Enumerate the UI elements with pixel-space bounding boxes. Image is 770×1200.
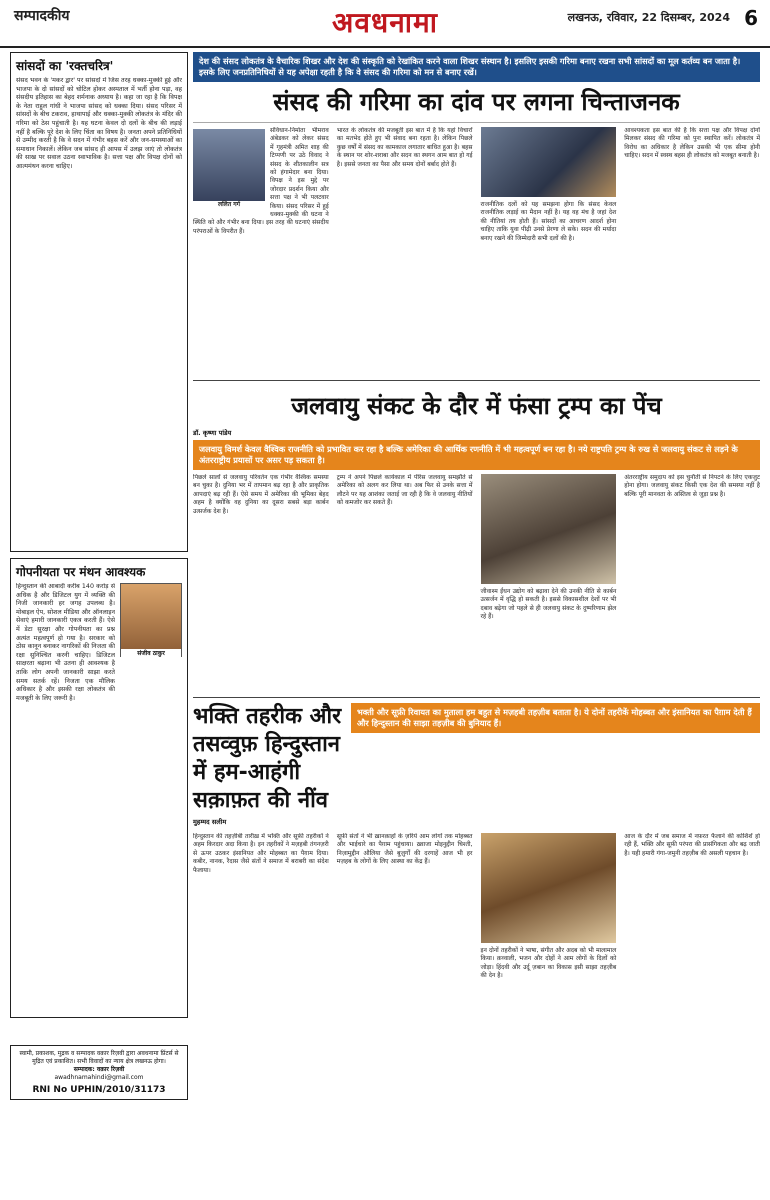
left-editorial-title: सांसदों का 'रक्तचरित्र' — [16, 59, 114, 73]
story2-col-2: ट्रम्प ने अपने पिछले कार्यकाल में पेरिस जलवायु समझौते से अमेरिका को अलग कर लिया था। अब फिर से उनके सत्ता में लौटने पर यह आशंका जताई जा रही है कि वे जलवायु नीतियों को कमजोर कर सकते हैं। — [336, 474, 473, 507]
story3-columns — [193, 833, 760, 1043]
story1-columns — [193, 127, 760, 375]
story3-col-3 — [481, 833, 617, 1043]
main-content — [193, 52, 760, 1043]
story1-author-photo — [193, 129, 265, 209]
dateline: लखनऊ, रविवार, 22 दिसम्बर, 2024 — [567, 11, 730, 24]
page-number: 6 — [744, 6, 758, 30]
story1-col-3 — [481, 127, 617, 375]
divider — [193, 380, 760, 381]
story1-col-3-text: राजनीतिक दलों को यह समझना होगा कि संसद केवल राजनीतिक लड़ाई का मैदान नहीं है। यह वह मंच है जहां देश की नीतियां तय होती हैं। सांसदों का आचरण आदर्श होना चाहिए ताकि युवा पीढ़ी उनसे प्रेरणा ले सके। सदन की मर्यादा बनाए रखने की जिम्मेदारी सभी दलों की है। — [480, 201, 617, 242]
story3-col-4: आज के दौर में जब समाज में नफ़रत फैलाने की कोशिशें हो रही हैं, भक्ति और सूफ़ी परंपरा की प्रासंगिकता और बढ़ जाती है। यही हमारी गंगा-जमुनी तहज़ीब की असली पहचान है। — [624, 833, 760, 857]
section-label: सम्पादकीय — [14, 8, 70, 24]
story3-byline: मुहम्मद सलीम — [193, 818, 227, 826]
left-editorial-text: संसद भवन के 'मकर द्वार' पर सांसदों में जिस तरह धक्का-मुक्की हुई और भाजपा के दो सांसदों को चोटिल होकर अस्पताल में भर्ती होना पड़ा, वह संसदीय इतिहास का बेहद शर्मनाक अध्याय है। कहा जा रहा है कि विपक्ष के नेता राहुल गांधी ने भाजपा सांसद को धक्का दिया। संसद परिसर में सांसदों के बीच टकराव, हाथापाई और धक्का-मुक्की लोकतंत्र के मंदिर की गरिमा को ठेस पहुंचाती है। यह घटना केवल दो दलों के बीच की लड़ाई नहीं है बल्कि पूरे देश के लिए चिंता का विषय है। जनता अपने प्रतिनिधियों से उम्मीद करती है कि वे सदन में गंभीर बहस करें और जन-समस्याओं का समाधान निकालें। लेकिन जब सांसद ही आपस में उलझ जाएं तो लोकतंत्र की साख पर सवाल उठना स्वाभाविक है। सत्ता पक्ष और विपक्ष दोनों को आत्ममंथन करना चाहिए। — [16, 77, 182, 170]
story2-col-3-text: जीवाश्म ईंधन उद्योग को बढ़ावा देने की उनकी नीति से कार्बन उत्सर्जन में वृद्धि हो सकती है। इससे विकासशील देशों पर भी दबाव बढ़ेगा जो पहले से ही जलवायु संकट के दुष्परिणाम झेल रहे हैं। — [480, 588, 617, 621]
rni-number: RNI No UPHIN/2010/31173 — [32, 1085, 166, 1095]
story3-col-3-text: इन दोनों तहरीकों ने भाषा, संगीत और अदब को भी मालामाल किया। क़व्वाली, भजन और दोहों ने आम लोगों के दिलों को जोड़ा। हिंदवी और उर्दू ज़बान का विकास इसी साझा तहज़ीब की देन है। — [480, 947, 617, 980]
story2-col-1: पिछले सालों से जलवायु परिवर्तन एक गंभीर वैश्विक समस्या बन चुका है। दुनिया भर में तापमान बढ़ रहा है और प्राकृतिक आपदाएं बढ़ रही हैं। ऐसे समय में अमेरिका की भूमिका बेहद अहम है क्योंकि वह दुनिया का दूसरा सबसे बड़ा कार्बन उत्सर्जक देश है। — [193, 474, 329, 515]
story2-banner: जलवायु विमर्श केवल वैश्विक राजनीति को प्रभावित कर रहा है बल्कि अमेरिका की आर्थिक रणनीति में भी महत्वपूर्ण बन रहा है। नये राष्ट्रपति ट्रम्प के रुख से जलवायु संकट से लड़ने के अंतरराष्ट्रीय प्रयासों पर असर पड़ सकता है। — [193, 440, 760, 470]
imprint-box — [10, 1045, 188, 1100]
story2-byline: डॉ. कृष्णा पांडेय — [193, 429, 232, 437]
left-column — [10, 52, 188, 1018]
logo-text: अवधनामा — [332, 6, 438, 39]
story1-col-4: आवश्यकता इस बात की है कि सत्ता पक्ष और विपक्ष दोनों मिलकर संसद की गरिमा को पुनः स्थापित करें। लोकतंत्र में विरोध का अधिकार है लेकिन उसकी भी एक सीमा होनी चाहिए। सदन में स्वस्थ बहस ही लोकतंत्र को मजबूत बनाती है। — [624, 127, 760, 160]
story3-photo — [481, 833, 617, 943]
imprint-contact: awadhnamahindi@gmail.com — [54, 1074, 144, 1081]
story2-headline: जलवायु संकट के दौर में फंसा ट्रम्प का पेंच — [291, 392, 662, 420]
story3-head-row — [193, 703, 760, 829]
imprint-lines: स्वामी, प्रकाशक, मुद्रक व सम्पादक वक़ार रिज़वी द्वारा अवधनामा प्रिंटर्स से मुद्रित एवं प्रकाशित। सभी विवादों का न्याय क्षेत्र लखनऊ होगा। — [19, 1050, 179, 1065]
story3-col-2: सूफ़ी संतों ने भी ख़ानक़ाहों के ज़रिये आम लोगों तक मोहब्बत और भाईचारे का पैग़ाम पहुंचाया। ख़्वाजा मोइनुद्दीन चिश्ती, निज़ामुद्दीन औलिया जैसे बुज़ुर्गों की दरगाहें आज भी हर मज़हब के लोगों के लिए आस्था का केंद्र हैं। — [336, 833, 473, 866]
author-photo — [120, 583, 182, 657]
author-photo-caption: संजीव ठाकुर — [121, 649, 181, 657]
story2-columns — [193, 474, 760, 692]
story3-banner: भक्ती और सूफ़ी रिवायत का मुताला हम बहुत से मज़हबी तहज़ीब बताता है। ये दोनों तहरीकें मोहब्बत और इंसानियत का पैग़ाम देती हैं और हिन्दुस्तान की साझा तहज़ीब की बुनियाद हैं। — [351, 703, 760, 733]
story1-banner: देश की संसद लोकतंत्र के वैचारिक शिखर और देश की संस्कृति को रेखांकित करने वाला शिखर संस्थान है। इसलिए इसकी गरिमा बनाए रखना सभी सांसदों का मूल कर्तव्य बन जाता है। इसके लिए जनप्रतिनिधियों से यह अपेक्षा रहती है कि वे संसद की गरिमा को मन से बनाए रखें। — [193, 52, 760, 82]
story1-col-2: भारत के लोकतंत्र की मजबूती इस बात में है कि यहां विचारों का मतभेद होते हुए भी संवाद बना रहता है। लेकिन पिछले कुछ वर्षों में संसद का कामकाज लगातार बाधित हुआ है। बहस के स्थान पर शोर-शराबा और सदन का स्थगन आम बात हो गई है। इससे जनता का पैसा और समय दोनों बर्बाद होते हैं। — [336, 127, 473, 168]
story1-headline: संसद की गरिमा का दांव पर लगना चिन्ताजनक — [193, 82, 760, 123]
story2-photo — [481, 474, 617, 584]
left-opinion-title: गोपनीयता पर मंथन आवश्यक — [16, 565, 146, 579]
story3-col-1: हिन्दुस्तान की तहज़ीबी तारीख़ में भक्ति और सूफ़ी तहरीकों ने अहम किरदार अदा किया है। इन तहरीकों ने मज़हबी तंगनज़री से ऊपर उठकर इंसानियत और मोहब्बत का पैग़ाम दिया। कबीर, नानक, रैदास जैसे संतों ने समाज में बराबरी का संदेश फैलाया। — [193, 833, 329, 874]
divider — [193, 697, 760, 698]
story1-photo — [481, 127, 617, 197]
story2-col-3 — [481, 474, 617, 692]
left-opinion-text: हिन्दुस्तान की आबादी करीब 140 करोड़ से अधिक है और डिजिटल युग में व्यक्ति की निजी जानकारी हर जगह उपलब्ध है। मोबाइल ऐप, सोशल मीडिया और ऑनलाइन सेवाएं हमारी जानकारी एकत्र करती हैं। ऐसे में डेटा सुरक्षा और गोपनीयता का प्रश्न अत्यंत महत्वपूर्ण हो गया है। सरकार को ठोस कानून बनाकर नागरिकों की निजता की रक्षा सुनिश्चित करनी चाहिए। डिजिटल साक्षरता बढ़ाना भी उतना ही आवश्यक है ताकि लोग अपनी जानकारी साझा करते समय सतर्क रहें। निजता एक मौलिक अधिकार है और इसकी रक्षा लोकतंत्र की मजबूती के लिए जरूरी है। — [16, 583, 115, 702]
story1-col-1-text: संविधान-निर्माता भीमराव अंबेडकर को लेकर संसद में गृहमंत्री अमित शाह की टिप्पणी पर उठे विवाद ने संसद के शीतकालीन सत्र को हंगामेदार बना दिया। विपक्ष ने इस मुद्दे पर जोरदार प्रदर्शन किया और सत्ता पक्ष ने भी पलटवार किया। संसद परिसर में हुई धक्का-मुक्की की घटना ने स्थिति को और गंभीर बना दिया। इस तरह की घटनाएं संसदीय परंपराओं के विपरीत हैं। — [193, 127, 329, 235]
story3-headline: भक्ति तहरीक और तसव्वुफ़ हिन्दुस्तान में हम-आहंगी सक़ाफ़त की नींव — [193, 704, 342, 813]
story2-col-4: अंतरराष्ट्रीय समुदाय को इस चुनौती से निपटने के लिए एकजुट होना होगा। जलवायु संकट किसी एक देश की समस्या नहीं है बल्कि पूरी मानवता के अस्तित्व से जुड़ा प्रश्न है। — [624, 474, 760, 498]
left-editorial-box — [10, 52, 188, 552]
masthead — [0, 0, 770, 48]
story1-col-1 — [193, 127, 329, 375]
story3-headline-block — [193, 703, 343, 829]
imprint-editor: सम्पादक: वक़ार रिज़वी — [73, 1066, 125, 1073]
story1-author: ललित गर्ग — [193, 201, 265, 209]
newspaper-logo — [300, 2, 470, 42]
left-opinion-box — [10, 558, 188, 1018]
